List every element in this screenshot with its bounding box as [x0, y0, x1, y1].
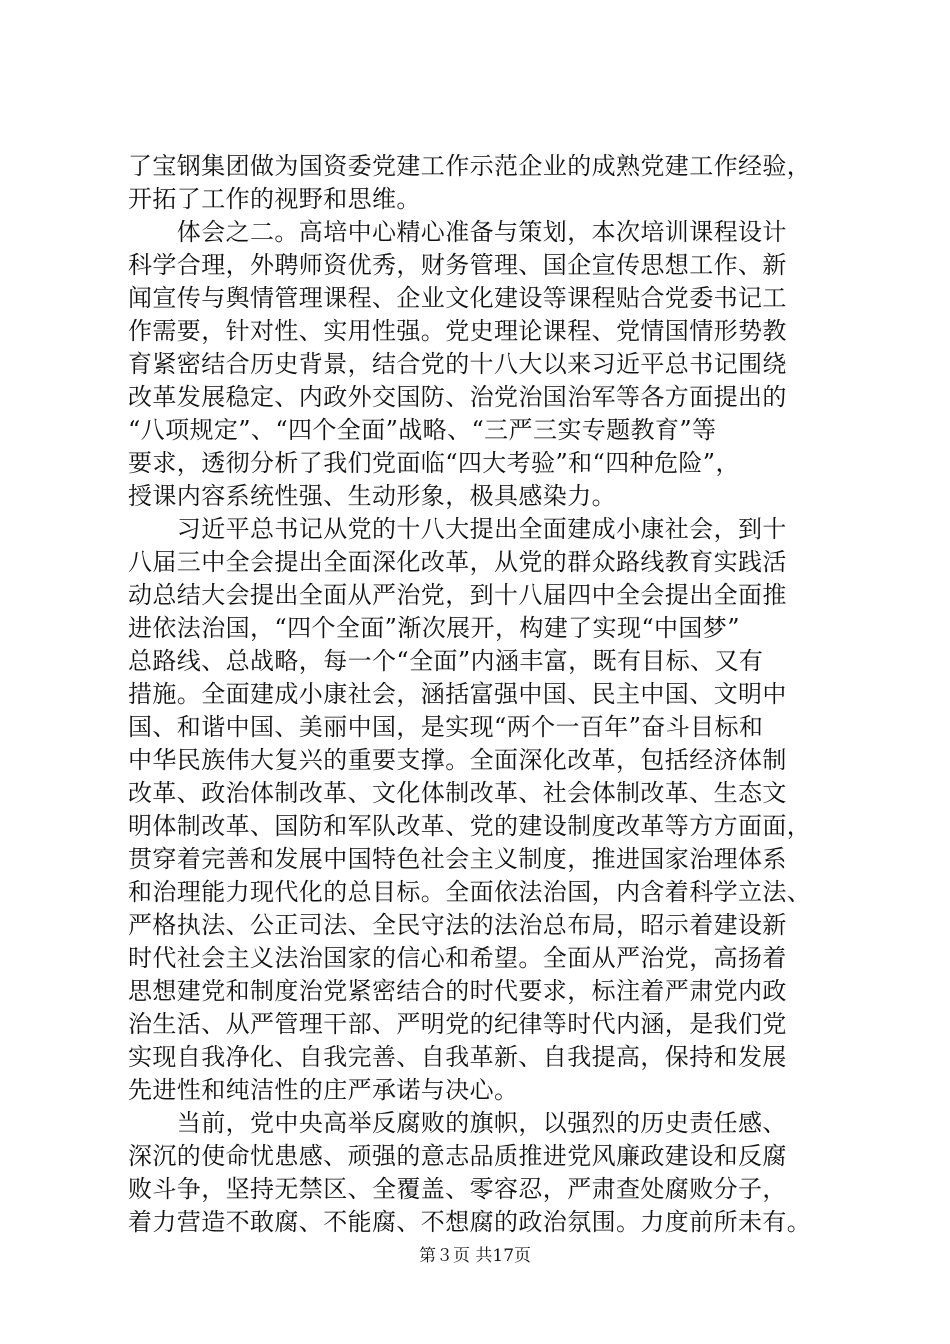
text-line: 育紧密结合历史背景，结合党的十八大以来习近平总书记围绕: [128, 350, 787, 378]
text-line: 措施。全面建成小康社会，涵括富强中国、民主中国、文明中: [128, 680, 787, 708]
text-line: 八届三中全会提出全面深化改革，从党的群众路线教育实践活: [128, 548, 787, 576]
text-line: 当前，党中央高举反腐败的旗帜，以强烈的历史责任感、: [128, 1109, 787, 1137]
text-line: 国、和谐中国、美丽中国，是实现“两个一百年”奋斗目标和: [128, 713, 764, 741]
text-line: 中华民族伟大复兴的重要支撑。全面深化改革，包括经济体制: [128, 746, 787, 774]
text-line: 治生活、从严管理干部、严明党的纪律等时代内涵，是我们党: [128, 1010, 787, 1038]
text-line: 要求，透彻分析了我们党面临“四大考验”和“四种危险”，: [128, 449, 740, 477]
text-line: 总路线、总战略，每一个“全面”内涵丰富，既有目标、又有: [128, 647, 764, 675]
text-line: 开拓了工作的视野和思维。: [128, 185, 421, 213]
text-line: 改革发展稳定、内政外交国防、治党治国治军等各方面提出的: [128, 383, 787, 411]
text-line: 明体制改革、国防和军队改革、党的建设制度改革等方方面面，: [128, 812, 812, 840]
text-line: 进依法治国，“四个全面”渐次展开，构建了实现“中国梦”: [128, 614, 740, 642]
text-line: 习近平总书记从党的十八大提出全面建成小康社会，到十: [128, 515, 787, 543]
text-line: 改革、政治体制改革、文化体制改革、社会体制改革、生态文: [128, 779, 787, 807]
text-line: 授课内容系统性强、生动形象，极具感染力。: [128, 482, 616, 510]
text-line: 科学合理，外聘师资优秀，财务管理、国企宣传思想工作、新: [128, 251, 787, 279]
text-line: 严格执法、公正司法、全民守法的法治总布局，昭示着建设新: [128, 911, 787, 939]
text-line: 贯穿着完善和发展中国特色社会主义制度，推进国家治理体系: [128, 845, 787, 873]
text-line: “八项规定”、“四个全面”战略、“三严三实专题教育”等: [128, 416, 717, 444]
text-line: 实现自我净化、自我完善、自我革新、自我提高，保持和发展: [128, 1043, 787, 1071]
text-line: 作需要，针对性、实用性强。党史理论课程、党情国情形势教: [128, 317, 787, 345]
document-body: [128, 150, 848, 1239]
text-line: 体会之二。高培中心精心准备与策划，本次培训课程设计: [128, 218, 787, 246]
text-line: 时代社会主义法治国家的信心和希望。全面从严治党，高扬着: [128, 944, 787, 972]
text-line: 败斗争，坚持无禁区、全覆盖、零容忍，严肃查处腐败分子，: [128, 1175, 787, 1203]
text-line: 着力营造不敢腐、不能腐、不想腐的政治氛围。力度前所未有。: [128, 1208, 812, 1236]
text-line: 思想建党和制度治党紧密结合的时代要求，标注着严肃党内政: [128, 977, 787, 1005]
text-line: 闻宣传与舆情管理课程、企业文化建设等课程贴合党委书记工: [128, 284, 787, 312]
text-line: 了宝钢集团做为国资委党建工作示范企业的成熟党建工作经验，: [128, 152, 812, 180]
text-line: 和治理能力现代化的总目标。全面依法治国，内含着科学立法、: [128, 878, 812, 906]
text-line: 动总结大会提出全面从严治党，到十八届四中全会提出全面推: [128, 581, 787, 609]
text-line: 先进性和纯洁性的庄严承诺与决心。: [128, 1076, 519, 1104]
page-footer: 第３页 共17页: [418, 1246, 532, 1266]
text-line: 深沉的使命忧患感、顽强的意志品质推进党风廉政建设和反腐: [128, 1142, 787, 1170]
